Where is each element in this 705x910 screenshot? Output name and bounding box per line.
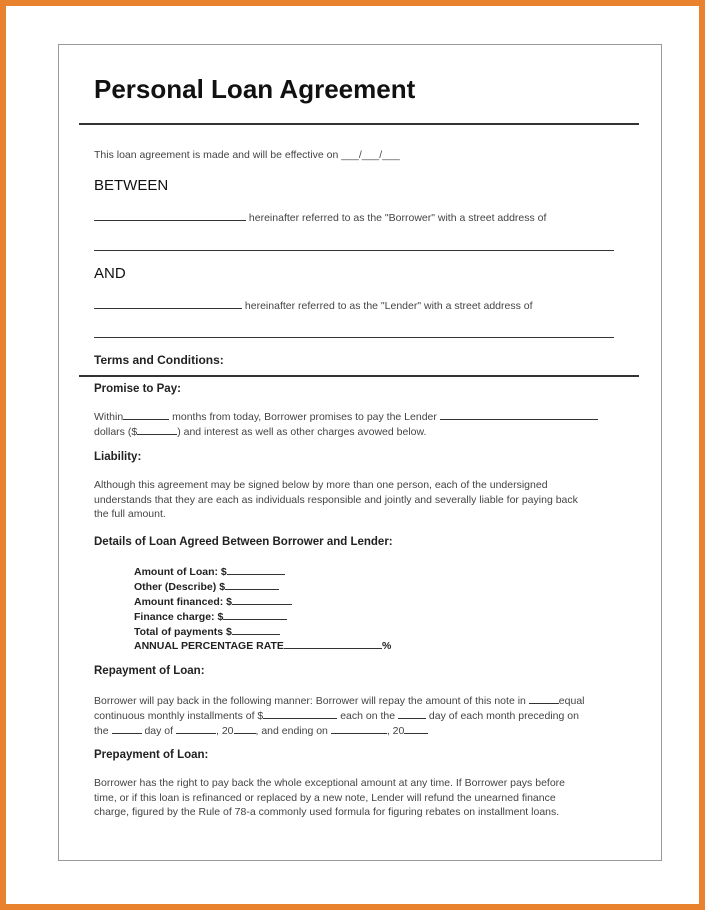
title-rule xyxy=(79,123,639,125)
repayment-text-g: day of xyxy=(144,725,174,737)
liability-heading: Liability: xyxy=(94,451,142,463)
intro-line xyxy=(94,149,400,161)
day-blank xyxy=(398,708,426,719)
detail-other xyxy=(134,579,279,593)
repayment-text-j: , 20 xyxy=(386,725,405,737)
repayment-line-2 xyxy=(94,708,579,722)
repayment-text-d: each on the xyxy=(340,710,396,722)
detail-blank xyxy=(232,594,292,605)
detail-total-of-payments xyxy=(134,624,280,638)
lender-address-blank xyxy=(94,337,614,338)
liability-line-3: the full amount. xyxy=(94,508,166,520)
detail-label: Amount of Loan: $ xyxy=(134,566,227,578)
detail-finance-charge xyxy=(134,609,287,623)
and-heading: AND xyxy=(94,265,126,282)
months-blank xyxy=(123,409,169,420)
liability-line-2: understands that they are each as individuals responsible and jointly and severally liable for paying back xyxy=(94,493,578,506)
repayment-heading: Repayment of Loan: xyxy=(94,665,205,677)
apr-percent: % xyxy=(381,640,392,652)
detail-blank xyxy=(223,609,287,620)
detail-apr xyxy=(134,638,391,652)
page-frame xyxy=(6,6,699,904)
installments-count-blank xyxy=(529,693,559,704)
detail-blank xyxy=(227,564,285,575)
promise-text-a: Within xyxy=(94,411,124,423)
promise-text-c: dollars ($ xyxy=(94,426,138,438)
amount-dollars-blank xyxy=(137,424,177,435)
detail-amount-of-loan xyxy=(134,564,285,578)
repayment-text-i: , and ending on xyxy=(255,725,328,737)
detail-blank xyxy=(225,579,279,590)
liability-line-1: Although this agreement may be signed below by more than one person, each of the undersigned xyxy=(94,479,548,491)
promise-heading: Promise to Pay: xyxy=(94,383,181,395)
installment-amount-blank xyxy=(263,708,337,719)
repayment-text-a: Borrower will pay back in the following manner: Borrower will repay the amount of this note in xyxy=(94,695,526,707)
detail-amount-financed xyxy=(134,594,292,608)
borrower-line xyxy=(94,210,546,224)
repayment-text-e: day of each month preceding on xyxy=(428,710,579,722)
repayment-text-h: , 20 xyxy=(215,725,234,737)
amount-words-blank xyxy=(440,409,598,420)
details-heading: Details of Loan Agreed Between Borrower and Lender: xyxy=(94,536,393,548)
end-year-blank xyxy=(404,723,428,734)
lender-line xyxy=(94,298,533,312)
repayment-line-1 xyxy=(94,693,585,707)
detail-blank xyxy=(284,638,382,649)
terms-rule xyxy=(79,375,639,377)
document-title: Personal Loan Agreement xyxy=(94,74,416,104)
repayment-line-3 xyxy=(94,723,428,737)
detail-label: Finance charge: $ xyxy=(134,611,224,623)
repayment-text-c: continuous monthly installments of $ xyxy=(94,710,264,722)
detail-label: Total of payments $ xyxy=(134,626,232,638)
document-page xyxy=(58,44,662,861)
detail-label: Other (Describe) $ xyxy=(134,581,226,593)
promise-text-d: ) and interest as well as other charges avowed below. xyxy=(177,426,427,438)
start-month-blank xyxy=(176,723,216,734)
prepayment-heading: Prepayment of Loan: xyxy=(94,749,209,761)
promise-text-b: months from today, Borrower promises to pay the Lender xyxy=(172,411,437,423)
start-year-blank xyxy=(234,723,256,734)
start-day-blank xyxy=(112,723,142,734)
intro-date: ___/___/___ xyxy=(341,149,400,161)
intro-text: This loan agreement is made and will be effective on xyxy=(94,149,339,161)
end-date-blank xyxy=(331,723,387,734)
between-heading: BETWEEN xyxy=(94,177,169,194)
promise-line-2 xyxy=(94,424,426,438)
detail-label: Amount financed: $ xyxy=(134,596,233,608)
repayment-text-f: the xyxy=(94,725,109,737)
lender-name-blank xyxy=(94,298,242,309)
detail-label: ANNUAL PERCENTAGE RATE xyxy=(134,640,284,652)
prepayment-line-2: time, or if this loan is refinanced or replaced by a new note, Lender will refund the unearned finance xyxy=(94,791,556,804)
lender-text: hereinafter referred to as the "Lender" with a street address of xyxy=(244,300,533,312)
borrower-text: hereinafter referred to as the "Borrower" with a street address of xyxy=(248,212,547,224)
repayment-text-b: equal xyxy=(558,695,585,707)
borrower-name-blank xyxy=(94,210,246,221)
liability-paragraph xyxy=(94,478,578,522)
promise-line-1 xyxy=(94,409,598,423)
terms-heading: Terms and Conditions: xyxy=(94,353,224,367)
borrower-address-blank xyxy=(94,250,614,251)
prepayment-line-3: charge, figured by the Rule of 78-a commonly used formula for figuring rebates on installment loans. xyxy=(94,806,560,818)
detail-blank xyxy=(232,624,280,635)
prepayment-line-1: Borrower has the right to pay back the whole exceptional amount at any time. If Borrower pays before xyxy=(94,777,565,789)
prepayment-paragraph xyxy=(94,776,565,820)
